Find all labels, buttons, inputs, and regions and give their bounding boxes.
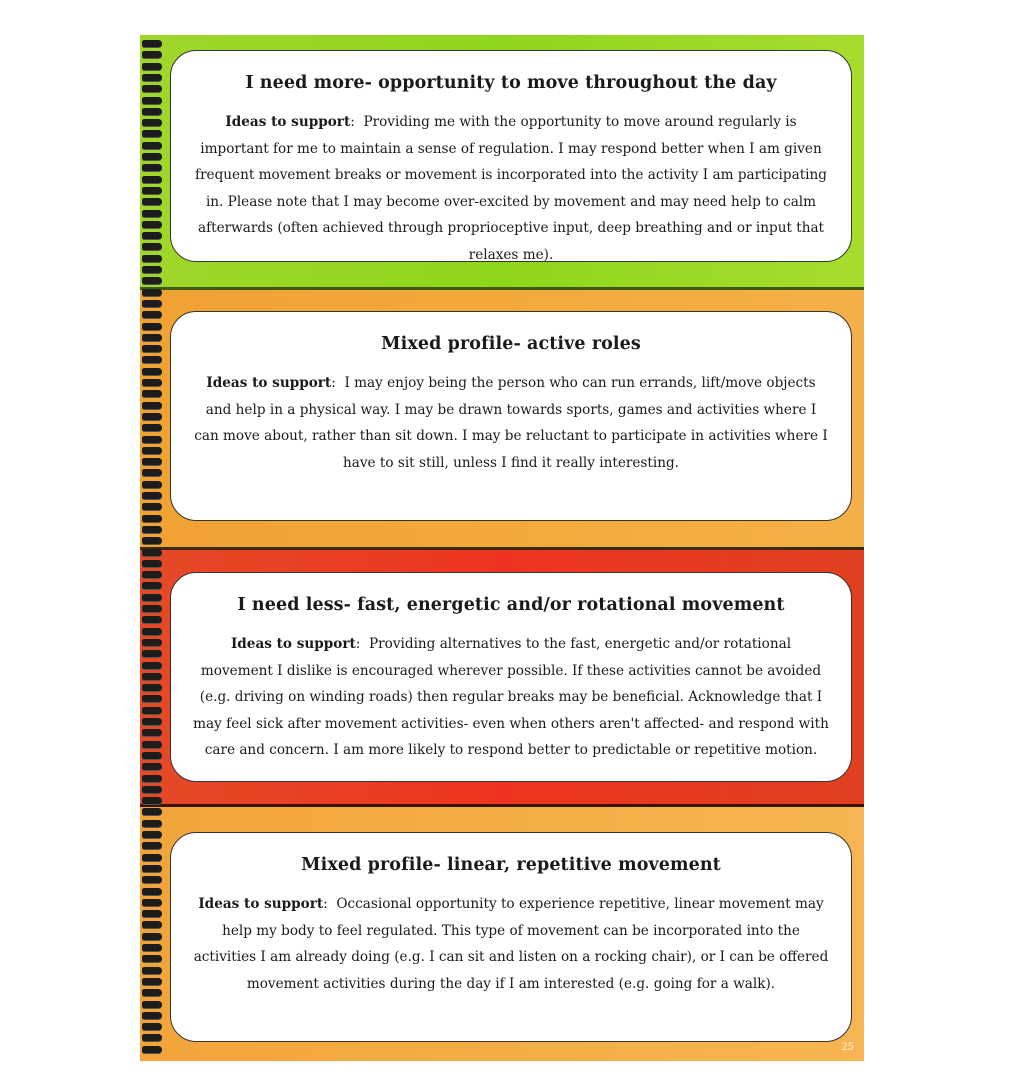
section-body: Ideas to support: I may enjoy being the person who can run errands, lift/move objects and help in a physical way. I may be drawn towards sports, games and activities where I can move about, rather than sit down. I may be reluctant to participate in activities where I have to sit still, unless I find it really interesting.	[194, 375, 828, 471]
binding-ring	[142, 921, 162, 928]
binding-ring	[142, 741, 162, 748]
binding-ring	[142, 729, 162, 736]
spiral-binding	[140, 40, 164, 1060]
section-body: Ideas to support: Providing alternatives to the fast, energetic and/or rotational movement I dislike is encouraged wherever possible. If these activities cannot be avoided (e.g. driving on winding roads) then regular breaks may be beneficial. Acknowledge that I may feel sick after movement activities- even when others aren't affected- and respond with care and concern. I am more likely to respond better to predictable or repetitive motion.	[193, 636, 829, 758]
binding-ring	[142, 718, 162, 725]
binding-ring	[142, 944, 162, 951]
binding-ring	[142, 752, 162, 759]
binding-ring	[142, 390, 162, 397]
binding-ring	[142, 1023, 162, 1030]
binding-ring	[142, 492, 162, 499]
binding-ring	[142, 311, 162, 318]
binding-ring	[142, 876, 162, 883]
ideas-label: Ideas to support	[225, 114, 351, 130]
binding-ring	[142, 526, 162, 533]
binding-ring	[142, 345, 162, 352]
binding-ring	[142, 40, 162, 47]
binding-ring	[142, 1001, 162, 1008]
binding-ring	[142, 187, 162, 194]
binding-ring	[142, 786, 162, 793]
binding-ring	[142, 447, 162, 454]
binding-ring	[142, 1046, 162, 1053]
binding-ring	[142, 469, 162, 476]
binding-ring	[142, 74, 162, 81]
section-title: I need more- opportunity to move throughout the day	[245, 73, 777, 93]
binding-ring	[142, 808, 162, 815]
section-body: Ideas to support: Occasional opportunity to experience repetitive, linear movement may help my body to feel regulated. This type of movement can be incorporated into the activities I am already doing (e.g. I can sit and listen on a rocking chair), or I can be offered movement activities during the day if I am interested (e.g. going for a walk).	[193, 896, 829, 992]
binding-ring	[142, 221, 162, 228]
binding-ring	[142, 356, 162, 363]
binding-ring	[142, 594, 162, 601]
binding-ring	[142, 910, 162, 917]
binding-ring	[142, 775, 162, 782]
binding-ring	[142, 933, 162, 940]
binding-ring	[142, 695, 162, 702]
section-body-text: I may enjoy being the person who can run errands, lift/move objects and help in a physical way. I may be drawn towards sports, games and activities where I can move about, rather than sit down. I may be reluctant to participate in activities where I have to sit still, unless I find it really interesting.	[194, 375, 828, 471]
binding-ring	[142, 967, 162, 974]
binding-ring	[142, 684, 162, 691]
binding-ring	[142, 323, 162, 330]
binding-ring	[142, 549, 162, 556]
binding-ring	[142, 537, 162, 544]
binding-ring	[142, 142, 162, 149]
binding-ring	[142, 865, 162, 872]
binding-ring	[142, 436, 162, 443]
section-title: Mixed profile- active roles	[381, 334, 641, 354]
ideas-label: Ideas to support	[230, 636, 356, 652]
binding-ring	[142, 243, 162, 250]
binding-ring	[142, 153, 162, 160]
binding-ring	[142, 503, 162, 510]
binding-ring	[142, 198, 162, 205]
section-card-move-less	[170, 572, 852, 782]
binding-ring	[142, 662, 162, 669]
binding-ring	[142, 842, 162, 849]
binding-ring	[142, 978, 162, 985]
binding-ring	[142, 854, 162, 861]
binding-ring	[142, 85, 162, 92]
section-body-text: Providing alternatives to the fast, energetic and/or rotational movement I dislike is encouraged wherever possible. If these activities cannot be avoided (e.g. driving on winding roads) then regular breaks may be beneficial. Acknowledge that I may feel sick after movement activities- even when others aren't affected- and respond with care and concern. I am more likely to respond better to predictable or repetitive motion.	[193, 636, 829, 758]
binding-ring	[142, 130, 162, 137]
binding-ring	[142, 639, 162, 646]
page-number: 25	[841, 1042, 854, 1053]
binding-ring	[142, 560, 162, 567]
binding-ring	[142, 820, 162, 827]
section-band-red	[140, 550, 864, 807]
binding-ring	[142, 368, 162, 375]
ideas-label: Ideas to support	[198, 896, 324, 912]
binding-ring	[142, 481, 162, 488]
section-card-move-more	[170, 50, 852, 262]
section-card-linear-movement	[170, 832, 852, 1042]
binding-ring	[142, 334, 162, 341]
binding-ring	[142, 458, 162, 465]
section-band-orange	[140, 290, 864, 550]
binding-ring	[142, 628, 162, 635]
section-card-active-roles	[170, 311, 852, 521]
binding-ring	[142, 424, 162, 431]
binding-ring	[142, 176, 162, 183]
binding-ring	[142, 673, 162, 680]
binding-ring	[142, 989, 162, 996]
binding-ring	[142, 515, 162, 522]
binding-ring	[142, 97, 162, 104]
section-title: Mixed profile- linear, repetitive movement	[301, 855, 721, 875]
section-body: Ideas to support: Providing me with the opportunity to move around regularly is important for me to maintain a sense of regulation. I may respond better when I am given frequent movement breaks or movement is incorporated into the activity I am participating in. Please note that I may become over-excited by movement and may need help to calm afterwards (often achieved through proprioceptive input, deep breathing and or input that relaxes me).	[195, 114, 827, 263]
section-band-green	[140, 35, 864, 290]
section-band-orange-2	[140, 807, 864, 1061]
binding-ring	[142, 707, 162, 714]
binding-ring	[142, 899, 162, 906]
binding-ring	[142, 571, 162, 578]
binding-ring	[142, 1034, 162, 1041]
binding-ring	[142, 797, 162, 804]
binding-ring	[142, 763, 162, 770]
binding-ring	[142, 955, 162, 962]
binding-ring	[142, 605, 162, 612]
binding-ring	[142, 255, 162, 262]
binding-ring	[142, 108, 162, 115]
binding-ring	[142, 402, 162, 409]
binding-ring	[142, 582, 162, 589]
binding-ring	[142, 300, 162, 307]
binding-ring	[142, 63, 162, 70]
binding-ring	[142, 289, 162, 296]
binding-ring	[142, 277, 162, 284]
binding-ring	[142, 164, 162, 171]
binding-ring	[142, 266, 162, 273]
section-title: I need less- fast, energetic and/or rotational movement	[237, 595, 785, 615]
binding-ring	[142, 650, 162, 657]
binding-ring	[142, 232, 162, 239]
binding-ring	[142, 51, 162, 58]
section-body-text: Providing me with the opportunity to move around regularly is important for me to maintain a sense of regulation. I may respond better when I am given frequent movement breaks or movement is incorporated into the activity I am participating in. Please note that I may become over-excited by movement and may need help to calm afterwards (often achieved through proprioceptive input, deep breathing and or input that relaxes me).	[195, 114, 827, 263]
ideas-label: Ideas to support	[206, 375, 332, 391]
section-body-text: Occasional opportunity to experience repetitive, linear movement may help my body to feel regulated. This type of movement can be incorporated into the activities I am already doing (e.g. I can sit and listen on a rocking chair), or I can be offered movement activities during the day if I am interested (e.g. going for a walk).	[193, 896, 829, 992]
binding-ring	[142, 1012, 162, 1019]
binding-ring	[142, 379, 162, 386]
booklet-page	[140, 35, 864, 1061]
binding-ring	[142, 616, 162, 623]
binding-ring	[142, 888, 162, 895]
binding-ring	[142, 831, 162, 838]
binding-ring	[142, 413, 162, 420]
binding-ring	[142, 210, 162, 217]
binding-ring	[142, 119, 162, 126]
